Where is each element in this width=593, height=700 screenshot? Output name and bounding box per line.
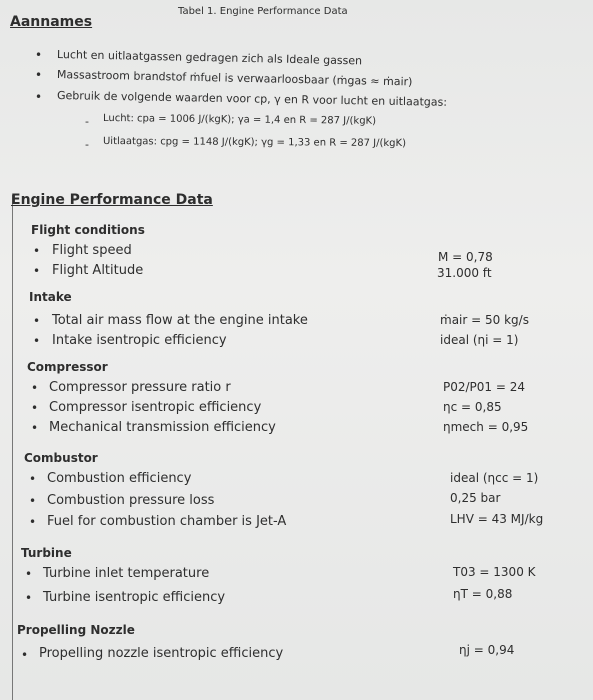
section-title-intake: Intake <box>29 290 72 304</box>
item-value: ηmech = 0,95 <box>443 420 529 434</box>
bullet-dot: • <box>31 421 39 435</box>
section-title-turbine: Turbine <box>21 546 72 560</box>
bullet-dot: • <box>29 472 37 486</box>
item-value: ηT = 0,88 <box>453 587 513 601</box>
section-title-propelling-nozzle: Propelling Nozzle <box>17 623 135 637</box>
item-value: 0,25 bar <box>450 491 501 505</box>
bullet-dot: • <box>33 334 41 348</box>
dash-mark: - <box>85 115 89 128</box>
bullet-dot: • <box>33 314 41 328</box>
item-label: Fuel for combustion chamber is Jet-A <box>47 514 287 529</box>
item-value: ηj = 0,94 <box>459 643 515 657</box>
bullet-dot: • <box>29 515 37 529</box>
item-label: Flight Altitude <box>52 263 144 278</box>
epd-title: Engine Performance Data <box>11 192 213 208</box>
item-value: P02/P01 = 24 <box>443 380 526 394</box>
bullet-dot: • <box>33 264 41 278</box>
bullet-dot: • <box>25 591 33 605</box>
item-value: ηc = 0,85 <box>443 400 502 414</box>
item-label: Flight speed <box>52 243 132 258</box>
item-label: Propelling nozzle isentropic efficiency <box>39 646 284 661</box>
item-label: Mechanical transmission efficiency <box>49 420 276 435</box>
item-label: Compressor pressure ratio r <box>49 380 231 395</box>
aannames-bullet-3: Gebruik de volgende waarden voor cp, γ en R voor lucht en uitlaatgas: <box>56 89 448 109</box>
bullet-dot: • <box>29 494 37 508</box>
item-label: Combustion pressure loss <box>47 493 215 508</box>
aannames-bullet-2: Massastroom brandstof ṁfuel is verwaarloosbaar (ṁgas ≈ ṁair) <box>56 68 413 89</box>
bullet-dot: • <box>33 244 41 258</box>
item-value: 31.000 ft <box>437 266 492 280</box>
aannames-bullet-1: Lucht en uitlaatgassen gedragen zich als Ideale gassen <box>56 48 363 68</box>
item-value: ṁair = 50 kg/s <box>440 313 529 327</box>
item-label: Total air mass flow at the engine intake <box>52 313 308 328</box>
left-border <box>12 195 13 700</box>
bullet-dot: • <box>35 68 43 82</box>
bullet-dot: • <box>35 90 43 104</box>
item-value: LHV = 43 MJ/kg <box>450 512 544 526</box>
item-value: T03 = 1300 K <box>453 565 536 579</box>
section-title-flight-conditions: Flight conditions <box>31 223 145 237</box>
aannames-sub-1: Lucht: cpa = 1006 J/(kgK); γa = 1,4 en R = 287 J/(kgK) <box>102 113 377 127</box>
section-title-compressor: Compressor <box>27 360 108 374</box>
dash-mark: - <box>85 138 89 151</box>
item-label: Turbine inlet temperature <box>43 566 210 581</box>
item-label: Combustion efficiency <box>47 471 192 486</box>
item-value: ideal (ηcc = 1) <box>450 471 539 485</box>
item-label: Compressor isentropic efficiency <box>49 400 262 415</box>
bullet-dot: • <box>25 567 33 581</box>
item-value: ideal (ηi = 1) <box>440 333 519 347</box>
bullet-dot: • <box>31 401 39 415</box>
item-label: Turbine isentropic efficiency <box>43 590 226 605</box>
bullet-dot: • <box>31 381 39 395</box>
bullet-dot: • <box>21 648 29 662</box>
aannames-title: Aannames <box>10 14 93 30</box>
aannames-sub-2: Uitlaatgas: cpg = 1148 J/(kgK); γg = 1,33 en R = 287 J/(kgK) <box>102 136 407 150</box>
table-caption: Tabel 1. Engine Performance Data <box>178 6 348 17</box>
bullet-dot: • <box>35 48 43 62</box>
item-label: Intake isentropic efficiency <box>52 333 227 348</box>
item-value: M = 0,78 <box>438 250 493 264</box>
section-title-combustor: Combustor <box>24 451 98 465</box>
